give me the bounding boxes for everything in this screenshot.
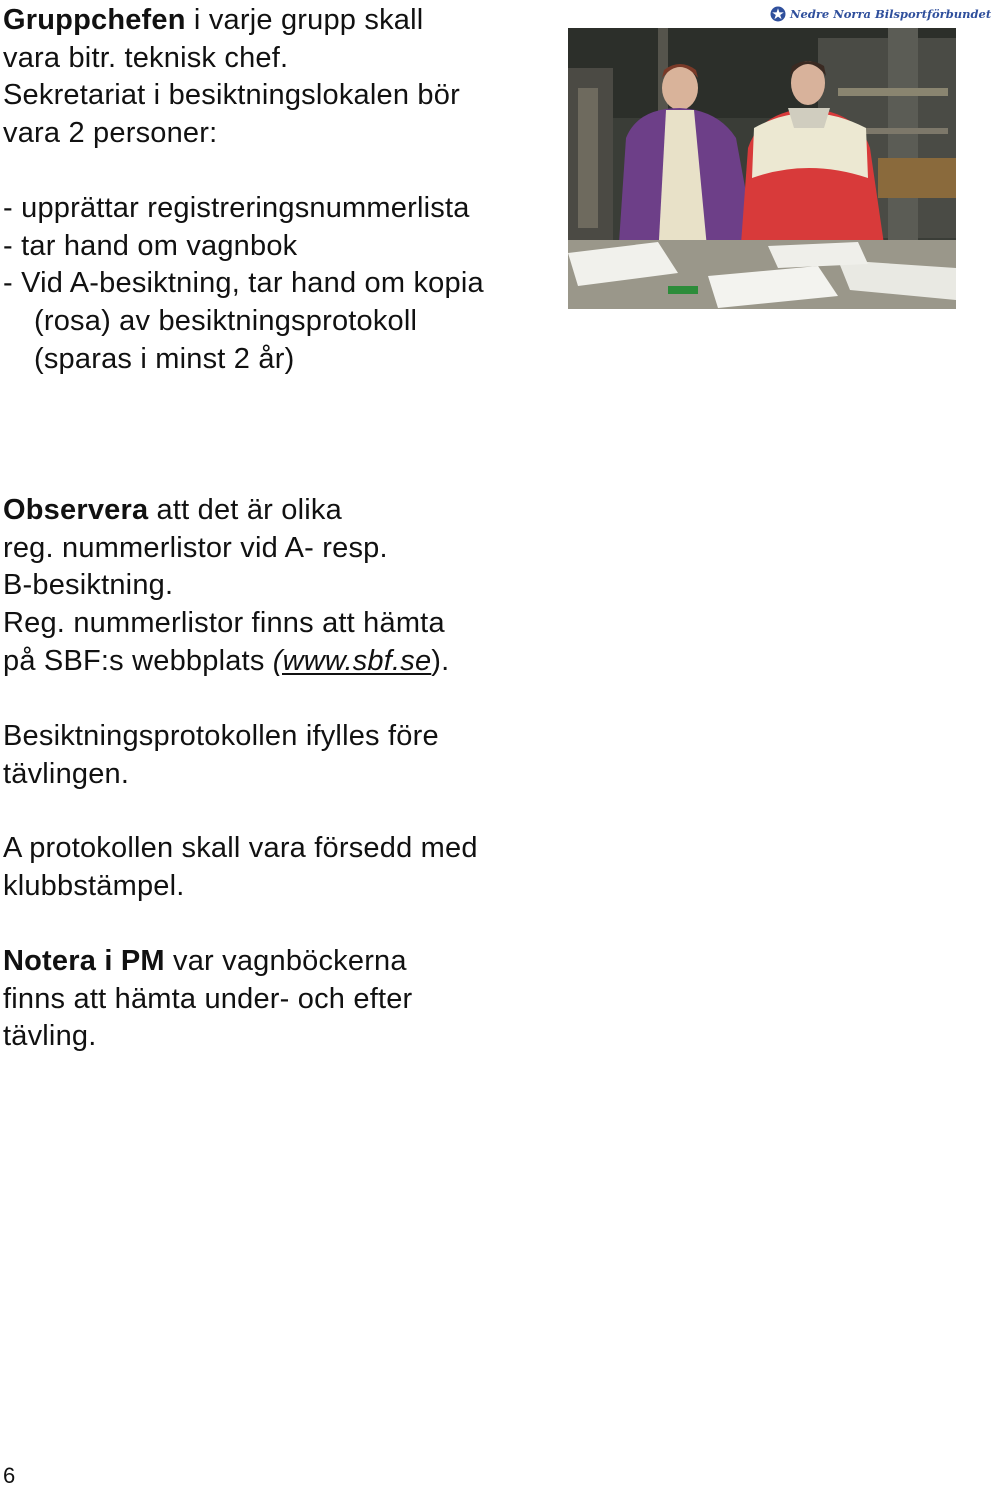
notera-paragraph: Notera i PM var vagnböckerna finns att hämta under- och efter tävling. [3, 945, 413, 1053]
list-item: - Vid A-besiktning, tar hand om kopia [3, 267, 484, 300]
gruppchefen-bold: Gruppchefen [3, 4, 186, 36]
sbf-star-logo-icon [770, 6, 786, 22]
sbf-website-link[interactable]: (www.sbf.se [272, 644, 432, 677]
list-item: - upprättar registreringsnummerlista [3, 192, 470, 224]
page-number: 6 [3, 1463, 16, 1488]
header-logo [770, 5, 991, 23]
intro-paragraph: Gruppchefen i varje grupp skall vara bitr. teknisk chef. Sekretariat i besiktningslokalen bör vara 2 personer: [3, 4, 460, 150]
logo-text: Nedre Norra Bilsportförbundet [790, 7, 991, 21]
list-item: - tar hand om vagnbok [3, 229, 298, 262]
club-stamp-paragraph: A protokollen skall vara försedd med klubbstämpel. [3, 832, 478, 902]
photo-two-women-at-inspection-desk [568, 28, 956, 309]
secretariat-task-list: - upprättar registreringsnummerlista - tar hand om vagnbok - Vid A-besiktning, tar hand om kopia (rosa) av besiktningsprotokoll (sparas i minst 2 år) [3, 192, 484, 375]
observera-paragraph: Observera att det är olika reg. nummerlistor vid A- resp. B-besiktning. Reg. nummerlistor finns att hämta på SBF:s webbplats (www.sbf.se). [3, 494, 450, 677]
observera-bold: Observera [3, 494, 149, 526]
notera-bold: Notera i PM [3, 945, 165, 977]
protocol-fill-paragraph: Besiktningsprotokollen ifylles före tävlingen. [3, 720, 439, 790]
